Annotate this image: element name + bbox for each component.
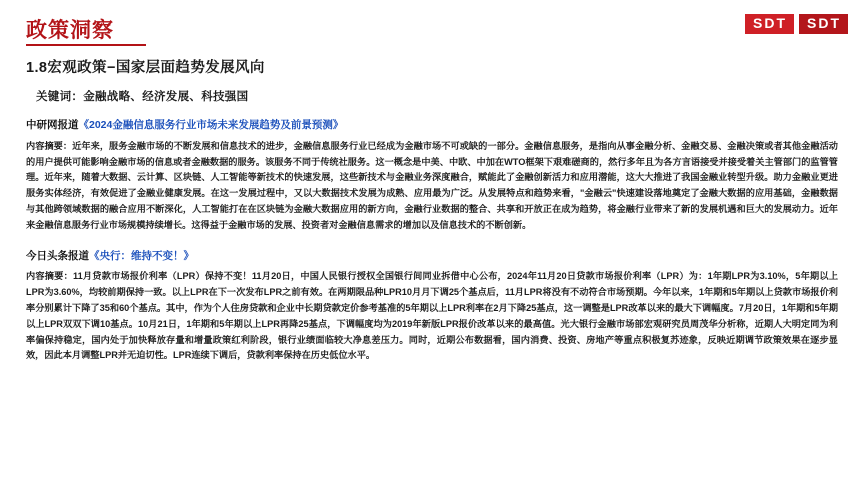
section-title: 1.8宏观政策−国家层面趋势发展风向 [26,60,265,76]
articles-container [26,118,838,364]
article-lead-label: 内容摘要： [26,140,73,151]
keywords-line [36,88,864,104]
keywords-label: 关键词： [36,91,84,103]
title-underline [26,44,146,46]
article-source: 中研网报道 [26,119,79,131]
article-body-text: 11月贷款市场报价利率（LPR）保持不变！11月20日，中国人民银行授权全国银行间同业拆借中心公布，2024年11月20日贷款市场报价利率（LPR）为：1年期LPR为3.10%，5年期以上LPR为3.60%，均较前期保持一致。以上LPR在下一次发布LPR之前有效。在两期限品种LPR10月月下调25个基点后，11月LPR将没有不动符合市场预期。今年以来，1年期和5年期以上贷款市场报价利率分别累计下降了35和60个基点。其中，作为个人住房贷款和企业中长期贷款定价参考基准的5年期以上LPR利率在2月下降25基点，这一调整是LPR改革以来的最大下调幅度。7月20日，1年期和5年期以上LPR双双下调10基点。10月21日，1年期和5年期以上LPR再降25基点，下调幅度均为2019年新版LPR报价改革以来的最高值。光大银行金融市场部宏观研究员周茂华分析称，近期人大明定同为利率偏保持稳定，国内处于加快释放存量和增量政策红利阶段，银行业绩面临较大净息差压力。同时，近期公布数据看，国内消费、投资、房地产等重点积极复苏迹象，反映近期调节政策效果在逐步显效，因此本月调整LPR并无迫切性。LPR连续下调后，贷款利率保持在历史低位水平。 [26,271,839,361]
article-item [26,118,838,234]
article-title-link[interactable]: 《央行：维持不变！》 [89,249,194,262]
brand-logo-secondary: SDT [799,14,848,34]
keywords-value: 金融战略、经济发展、科技强国 [83,91,249,103]
page-title: 政策洞察 [26,19,114,42]
article-heading [26,249,838,264]
article-heading [26,118,838,133]
article-source: 今日头条报道 [26,249,89,262]
brand-logo-primary: SDT [745,14,794,34]
article-body [26,139,838,234]
article-item [26,249,838,365]
article-body-text: 近年来，服务金融市场的不断发展和信息技术的进步，金融信息服务行业已经成为金融市场不可或缺的一部分。金融信息服务，是指向从事金融分析、金融交易、金融决策或者其他金融活动的用户提供可能影响金融市场的信息或者金融数据的服务。该服务不同于传统社服务。这一概念是中美、中欧、中加在WTO框架下艰难磋商的，然行多年且为各方言语接受并接受着关主管部门的监管管理。近年来，随着大数据、云计算、区块链、人工智能等新技术的快速发展，这些新技术与金融业务深度融合，赋能此了金融创新活力和应用潜能，这大大推进了我国金融业转型升级。助力金融业更进服务实体经济，有效促进了金融业健康发展。在这一发展过程中，又以大数据技术发展为成熟、应用最为广泛。从发展特点和趋势来看，"金融云"快速建设落地奠定了金融大数据的应用基础，金融数据与其他跨领域数据的融合应用不断深化，人工智能打在在区块链为金融大数据应用的新方向，金融行业数据的整合、共享和开放正在成为趋势，将金融行业带来了新的发展机遇和巨大的发展动力。近年来金融信息服务行业市场规模持续增长。这得益于金融市场的发展、投资者对金融信息需求的增加以及信息技术的不断创新。 [26,140,838,230]
brand-logo-group [745,14,848,34]
article-body [26,269,838,364]
article-lead-label: 内容摘要： [26,271,73,282]
page-header [0,0,864,52]
article-title-link[interactable]: 《2024金融信息服务行业市场未来发展趋势及前景预测》 [78,119,344,131]
